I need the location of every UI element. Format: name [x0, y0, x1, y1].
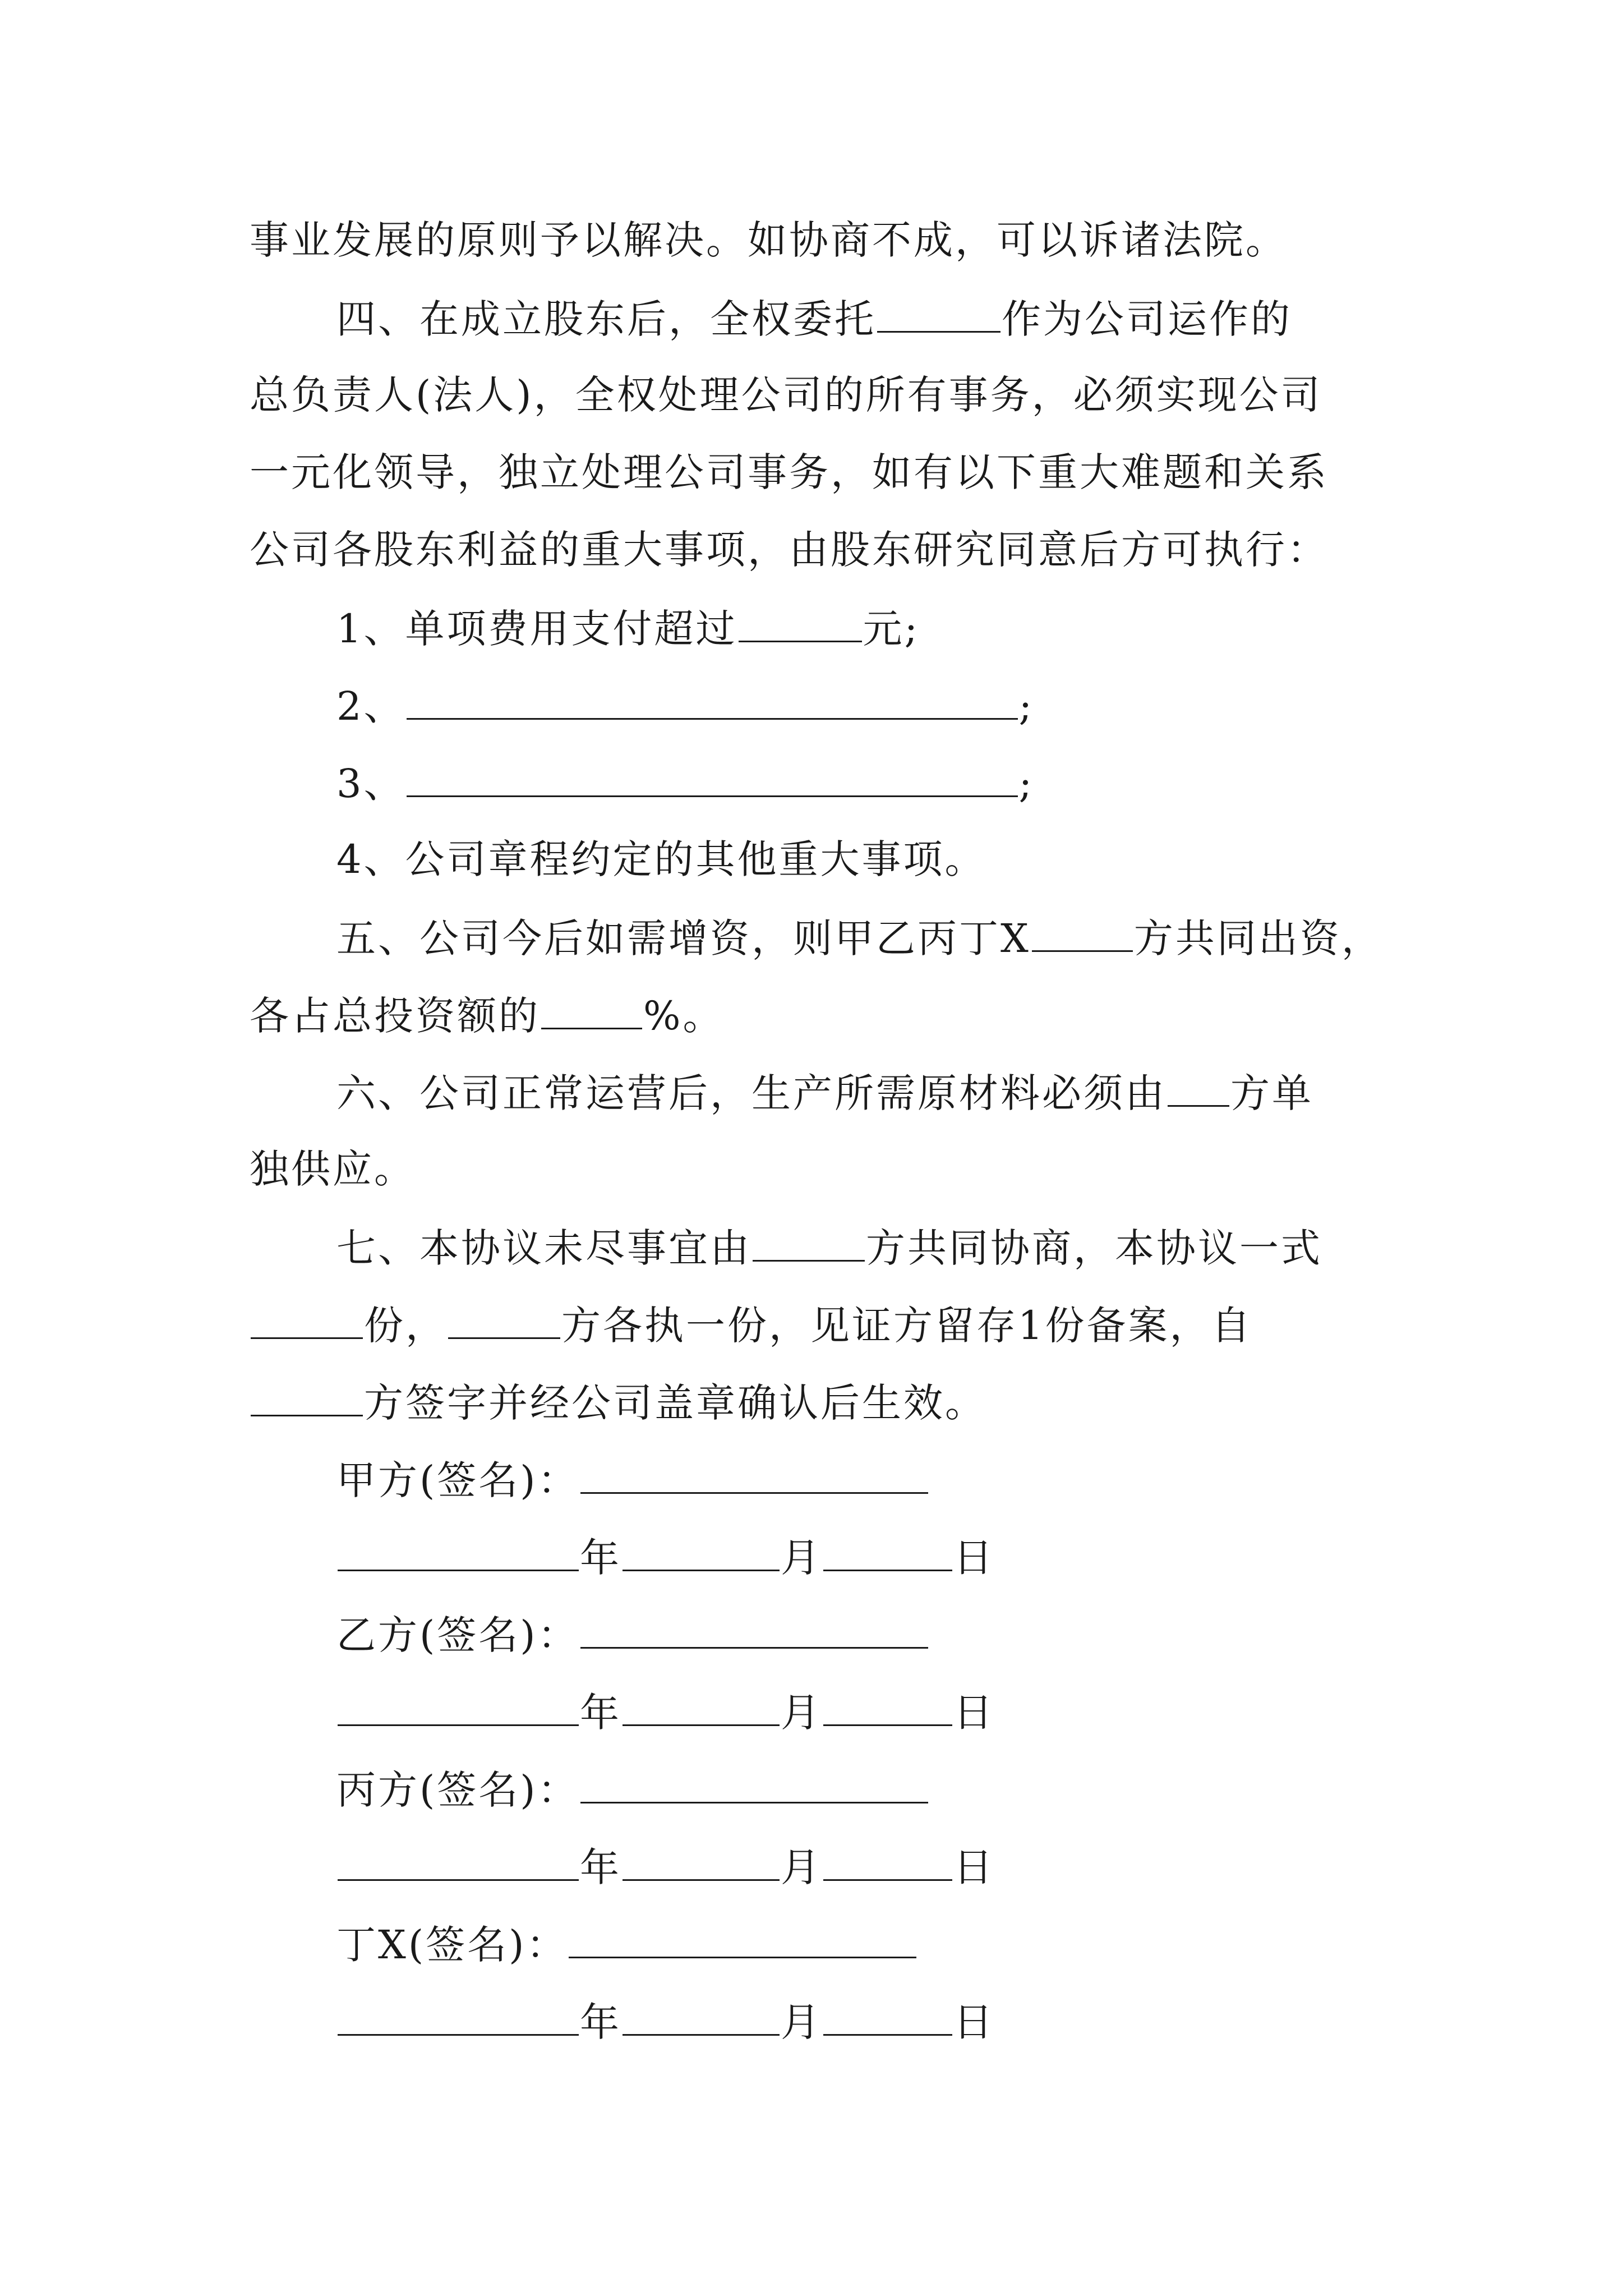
day-field[interactable]: [823, 1684, 952, 1726]
paragraph-6-line-2: [250, 1142, 1394, 1196]
signature-label: 丁X(签名)：: [336, 1922, 568, 1968]
day-field[interactable]: [823, 1994, 952, 2036]
fill-blank[interactable]: [251, 1297, 363, 1339]
text: ;: [1018, 683, 1035, 729]
fill-blank[interactable]: [877, 291, 1000, 333]
text: 日: [953, 1535, 995, 1581]
text: 2、: [336, 683, 405, 729]
text: 四、在成立股东后，全权委托: [336, 296, 876, 342]
signature-field[interactable]: [569, 1916, 916, 1958]
text: 公司各股东利益的重大事项，由股东研究同意后方可执行：: [250, 527, 1329, 573]
text: 五、公司今后如需增资，则甲乙丙丁X: [336, 915, 1031, 961]
text: 日: [953, 1999, 995, 2045]
paragraph-5-line-2: [250, 987, 1394, 1043]
paragraph-4-line-4: [250, 523, 1394, 577]
date-line-a: [336, 1529, 1481, 1585]
signature-label: 甲方(签名)：: [336, 1457, 579, 1503]
fill-blank[interactable]: [753, 1220, 865, 1262]
text: 方共同协商，本协议一式: [866, 1225, 1322, 1271]
text: 月: [781, 1999, 822, 2045]
text: 六、公司正常运营后，生产所需原材料必须由: [336, 1070, 1166, 1116]
signature-field[interactable]: [580, 1607, 928, 1649]
text: 年: [580, 1690, 621, 1736]
fill-blank[interactable]: [407, 678, 1018, 720]
paragraph-4-line-1: [336, 291, 1481, 346]
text: 总负责人(法人)，全权处理公司的所有事务，必须实现公司: [250, 372, 1322, 418]
text: %。: [643, 993, 725, 1039]
text: 4、公司章程约定的其他重大事项。: [336, 836, 986, 882]
fill-blank[interactable]: [739, 600, 862, 642]
paragraph-4-line-2: [250, 368, 1394, 422]
text: 元;: [863, 606, 920, 652]
paragraph-6-line-1: [336, 1065, 1481, 1120]
year-field[interactable]: [338, 1839, 579, 1881]
list-item-2: [336, 678, 1481, 733]
text: 年: [580, 1535, 621, 1581]
signature-line-b: [336, 1607, 1481, 1662]
paragraph-7-line-2: [250, 1297, 1394, 1352]
list-item-4: [336, 832, 1481, 886]
text: 月: [781, 1535, 822, 1581]
text: 年: [580, 1999, 621, 2045]
year-field[interactable]: [338, 1529, 579, 1571]
fill-blank[interactable]: [541, 987, 642, 1029]
date-line-d: [336, 1994, 1481, 2049]
text: 七、本协议未尽事宜由: [336, 1225, 751, 1271]
list-item-1: [336, 600, 1481, 656]
signature-line-a: [336, 1452, 1481, 1507]
text: 1、单项费用支付超过: [336, 606, 737, 652]
signature-field[interactable]: [580, 1452, 928, 1494]
text: 作为公司运作的: [1002, 296, 1292, 342]
signature-label: 乙方(签名)：: [336, 1612, 579, 1658]
month-field[interactable]: [623, 1684, 780, 1726]
paragraph-4-line-3: [250, 445, 1394, 499]
fill-blank[interactable]: [448, 1297, 560, 1339]
text: 月: [781, 1690, 822, 1736]
month-field[interactable]: [623, 1529, 780, 1571]
signature-line-d: [336, 1916, 1481, 1972]
text: 月: [781, 1844, 822, 1890]
year-field[interactable]: [338, 1994, 579, 2036]
text: 各占总投资额的: [250, 993, 540, 1039]
fill-blank[interactable]: [251, 1374, 363, 1416]
year-field[interactable]: [338, 1684, 579, 1726]
fill-blank[interactable]: [407, 755, 1018, 797]
month-field[interactable]: [623, 1994, 780, 2036]
text: 方单: [1230, 1070, 1313, 1116]
paragraph-line: [250, 213, 1394, 267]
text: 份，: [364, 1303, 447, 1349]
text: ;: [1018, 761, 1035, 807]
text: 3、: [336, 761, 405, 807]
text: 事业发展的原则予以解决。如协商不成，可以诉诸法院。: [250, 217, 1287, 263]
day-field[interactable]: [823, 1529, 952, 1571]
text: 方签字并经公司盖章确认后生效。: [364, 1380, 986, 1426]
date-line-c: [336, 1839, 1481, 1894]
paragraph-5-line-1: [336, 910, 1481, 965]
list-item-3: [336, 755, 1481, 811]
text: 方各执一份，见证方留存1份备案，自: [561, 1303, 1253, 1349]
paragraph-7-line-1: [336, 1220, 1481, 1275]
text: 日: [953, 1844, 995, 1890]
text: 独供应。: [250, 1146, 416, 1192]
text: 一元化领导，独立处理公司事务，如有以下重大难题和关系: [250, 449, 1329, 495]
day-field[interactable]: [823, 1839, 952, 1881]
signature-label: 丙方(签名)：: [336, 1767, 579, 1813]
signature-field[interactable]: [580, 1761, 928, 1803]
fill-blank[interactable]: [1032, 910, 1133, 952]
month-field[interactable]: [623, 1839, 780, 1881]
text: 方共同出资，: [1133, 915, 1383, 961]
signature-line-c: [336, 1761, 1481, 1817]
fill-blank[interactable]: [1168, 1065, 1229, 1107]
text: 年: [580, 1844, 621, 1890]
text: 日: [953, 1690, 995, 1736]
date-line-b: [336, 1684, 1481, 1740]
paragraph-7-line-3: [250, 1374, 1394, 1430]
